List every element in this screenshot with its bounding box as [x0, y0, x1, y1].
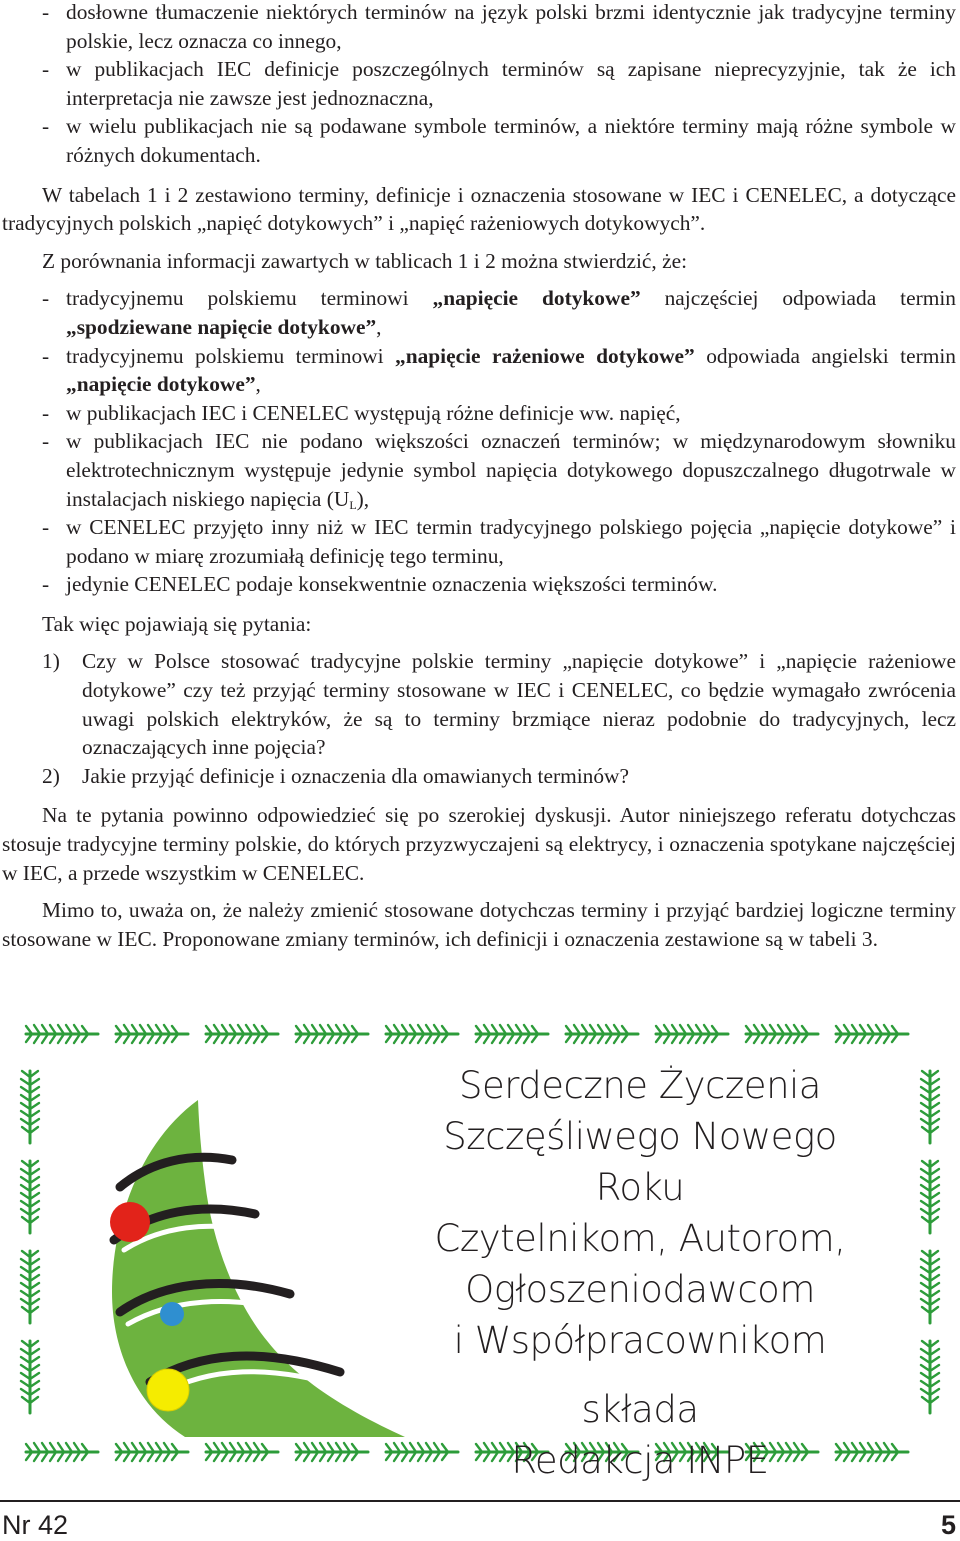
issue-number: Nr 42	[2, 1510, 69, 1540]
question-item: 1) Czy w Polsce stosować tradycyjne polskie terminy „napięcie dotykowe” i „napięcie rażeniowe dotykowe” czy też przyjąć terminy stosowane w IEC i CENELEC, co będzie wymagało zwrócenia uwagi polskich elektryków, że są to terminy brzmiące nieraz podobnie do tradycyjnych, lecz oznaczających inne pojęcia?	[42, 649, 956, 760]
list-item: - tradycyjnemu polskiemu terminowi „napięcie dotykowe” najczęściej odpowiada termin „spodziewane napięcie dotykowe”,	[2, 284, 956, 341]
question-item: 2) Jakie przyjąć definicje i oznaczenia dla omawianych terminów?	[42, 763, 629, 788]
list-item: - w CENELEC przyjęto inny niż w IEC termin tradycyjnego polskiego pojęcia „napięcie dotykowe” i podano w miarę zrozumiałą definicję tego terminu,	[2, 513, 956, 570]
christmas-tree-icon	[110, 1100, 405, 1437]
list-item: - tradycyjnemu polskiemu terminowi „napięcie rażeniowe dotykowe” odpowiada angielski termin „napięcie dotykowe”,	[2, 342, 956, 399]
greeting-line: Ogłoszeniodawcom	[465, 1268, 815, 1311]
greeting-line: składa	[581, 1388, 699, 1431]
right-border-sprigs	[921, 1071, 939, 1413]
paragraph-comparison: Z porównania informacji zawartych w tablicach 1 i 2 można stwierdzić, że:	[42, 248, 688, 273]
greeting-line: Szczęśliwego Nowego Roku	[443, 1115, 837, 1209]
term-bold: „napięcie rażeniowe dotykowe”	[395, 343, 695, 368]
greeting-line: Serdeczne Życzenia	[459, 1064, 821, 1107]
footer-divider	[0, 1500, 960, 1502]
list-item: - w publikacjach IEC definicje poszczególnych terminów są zapisane nieprecyzyjnie, tak że ich interpretacja nie zawsze jest jednoznaczna,	[2, 55, 956, 112]
issues-list	[2, 0, 956, 170]
paragraph-proposal: Mimo to, uważa on, że należy zmienić stosowane dotychczas terminy i przyjąć bardziej logiczne terminy stosowane w IEC. Proponowane zmiany terminów, ich definicji i oznaczenia zestawione są w tabeli 3.	[2, 898, 956, 951]
new-year-greeting	[420, 1060, 860, 1486]
term-bold: „napięcie dotykowe”	[66, 372, 256, 397]
list-item: - jedynie CENELEC podaje konsekwentnie oznaczenia większości terminów.	[2, 570, 956, 599]
list-item: - dosłowne tłumaczenie niektórych terminów na język polski brzmi identycznie jak tradycyjne terminy polskie, lecz oznacza co innego,	[2, 0, 956, 55]
blue-ornament-icon	[160, 1302, 184, 1326]
term-bold: „napięcie dotykowe”	[432, 286, 641, 311]
questions-list	[2, 647, 956, 790]
article-body	[2, 0, 956, 953]
list-item: - w publikacjach IEC i CENELEC występują różne definicje ww. napięć,	[2, 399, 956, 428]
list-item: - w wielu publikacjach nie są podawane symbole terminów, a niektóre terminy mają różne symbole w różnych dokumentach.	[2, 112, 956, 169]
greeting-line: i Współpracownikom	[453, 1319, 827, 1362]
red-ornament-icon	[110, 1202, 150, 1242]
paragraph-answer: Na te pytania powinno odpowiedzieć się po szerokiej dyskusji. Autor niniejszego referatu dotychczas stosuje tradycyjne terminy polskie, do których przyzwyczajeni są elektrycy, i oznaczenia spotykane najczęściej w IEC, a przede wszystkim w CENELEC.	[2, 803, 956, 885]
list-item: - w publikacjach IEC nie podano większości oznaczeń terminów; w międzynarodowym słowniku elektrotechnicznym występuje jedynie symbol napięcia dotykowego dopuszczalnego długotrwale w instalacjach niskiego napięcia $(U_L)$,	[2, 427, 956, 513]
greeting-signature: Redakcja INPE	[511, 1439, 769, 1482]
yellow-ornament-icon	[147, 1369, 189, 1411]
term-bold: „spodziewane napięcie dotykowe”	[66, 314, 377, 339]
paragraph-questions-intro: Tak więc pojawiają się pytania:	[42, 611, 312, 636]
greeting-line: Czytelnikom, Autorom,	[434, 1217, 846, 1260]
conclusions-list	[2, 284, 956, 599]
top-border-sprigs	[26, 1025, 908, 1043]
page-number: 5	[940, 1510, 956, 1540]
paragraph-tables: W tabelach 1 i 2 zestawiono terminy, definicje i oznaczenia stosowane w IEC i CENELEC, a dotyczące tradycyjnych polskich „napięć dotykowych” i „napięć rażeniowych dotykowych”.	[2, 182, 956, 236]
left-border-sprigs	[21, 1071, 39, 1413]
